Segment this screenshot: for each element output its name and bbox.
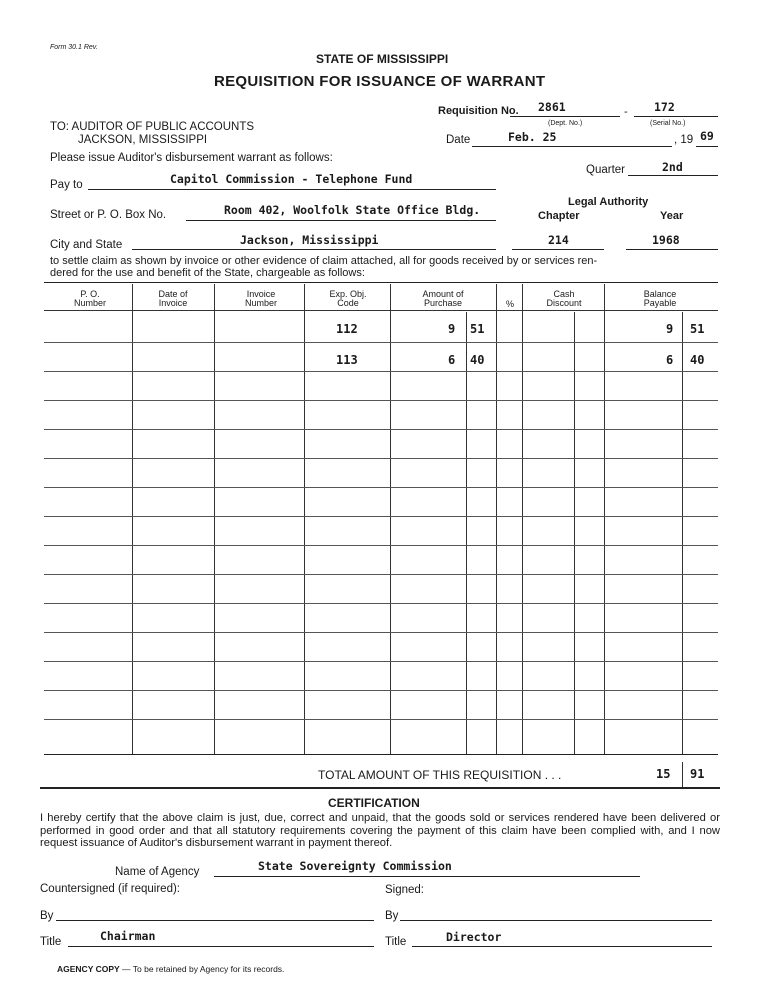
chapter-label: Chapter xyxy=(538,210,580,222)
chapter-value: 214 xyxy=(548,233,569,247)
by-label-left: By xyxy=(40,910,54,922)
agency-label: Name of Agency xyxy=(115,866,200,878)
city-value: Jackson, Mississippi xyxy=(240,233,379,247)
total-dollars: 15 xyxy=(656,767,671,781)
title-label-left: Title xyxy=(40,936,62,948)
street-label: Street or P. O. Box No. xyxy=(50,209,167,221)
row-balance-dollars: 6 xyxy=(666,353,674,367)
serial-no-label: (Serial No.) xyxy=(650,120,686,127)
year-prefix: , 19 xyxy=(674,134,694,146)
agency-value: State Sovereignty Commission xyxy=(258,859,452,873)
state-heading: STATE OF MISSISSIPPI xyxy=(316,52,449,66)
footer-note-text: — To be retained by Agency for its records. xyxy=(122,964,285,974)
form-number: Form 30.1 Rev. xyxy=(50,44,98,51)
quarter-value: 2nd xyxy=(662,160,683,174)
date-label: Date xyxy=(446,134,471,146)
header-invoice-number: Invoice Number xyxy=(244,289,277,308)
row-amount-dollars: 6 xyxy=(448,353,456,367)
row-balance-cents: 51 xyxy=(690,322,705,336)
quarter-label: Quarter xyxy=(586,164,625,176)
to-line-1: TO: AUDITOR OF PUBLIC ACCOUNTS xyxy=(50,121,255,133)
signed-label: Signed: xyxy=(385,884,425,896)
dept-no-label: (Dept. No.) xyxy=(548,120,583,127)
pay-to-value: Capitol Commission - Telephone Fund xyxy=(170,172,413,186)
row-exp-code: 113 xyxy=(336,353,358,367)
certification-heading: CERTIFICATION xyxy=(328,796,420,810)
left-title-value: Chairman xyxy=(100,929,156,943)
header-amount: Amount of Purchase xyxy=(422,289,464,308)
header-date-invoice: Date of Invoice xyxy=(158,289,188,308)
certification-text: I hereby certify that the above claim is just, due, correct and unpaid, that the goods sold or services rendered have been delivered or performed in good order and that all statutory requirements covering the payment of this claim have been complied with, and I now request issuance of Auditor's disbursement warrant in payment thereof. xyxy=(40,812,720,849)
row-amount-cents: 40 xyxy=(470,353,485,367)
title-label-right: Title xyxy=(385,936,407,948)
footer-copy-label: AGENCY COPY xyxy=(57,964,120,974)
pay-to-label: Pay to xyxy=(50,179,83,191)
settle-text-1: to settle claim as shown by invoice or other evidence of claim attached, all for goods received by or services ren- xyxy=(50,255,598,267)
row-balance-cents: 40 xyxy=(690,353,705,367)
total-cents: 91 xyxy=(690,767,705,781)
row-amount-dollars: 9 xyxy=(448,322,456,336)
year-label: Year xyxy=(660,210,684,222)
requisition-serial-no: 172 xyxy=(654,100,675,114)
footer-note xyxy=(57,964,284,974)
requisition-label: Requisition No. xyxy=(438,105,519,117)
header-po: P. O. Number xyxy=(73,289,106,308)
header-balance: Balance Payable xyxy=(643,289,677,308)
date-value: Feb. 25 xyxy=(508,130,557,144)
year-value: 69 xyxy=(700,129,714,143)
row-exp-code: 112 xyxy=(336,322,358,336)
countersigned-label: Countersigned (if required): xyxy=(40,883,180,895)
header-exp-obj: Exp. Obj. Code xyxy=(329,289,367,308)
to-line-2: JACKSON, MISSISSIPPI xyxy=(78,134,208,146)
please-issue-text: Please issue Auditor's disbursement warrant as follows: xyxy=(50,152,333,164)
legal-authority-label: Legal Authority xyxy=(568,196,649,208)
right-title-value: Director xyxy=(446,930,502,944)
legal-year-value: 1968 xyxy=(652,233,680,247)
city-label: City and State xyxy=(50,239,123,251)
header-cash-discount: Cash Discount xyxy=(546,289,582,308)
settle-text-2: dered for the use and benefit of the State, chargeable as follows: xyxy=(50,267,365,279)
street-value: Room 402, Woolfolk State Office Bldg. xyxy=(224,203,481,217)
by-label-right: By xyxy=(385,910,399,922)
header-pct: % xyxy=(505,299,514,309)
requisition-dept-no: 2861 xyxy=(538,100,566,114)
row-amount-cents: 51 xyxy=(470,322,485,336)
row-balance-dollars: 9 xyxy=(666,322,674,336)
total-label: TOTAL AMOUNT OF THIS REQUISITION . . . xyxy=(318,768,562,782)
form-title: REQUISITION FOR ISSUANCE OF WARRANT xyxy=(214,73,546,90)
